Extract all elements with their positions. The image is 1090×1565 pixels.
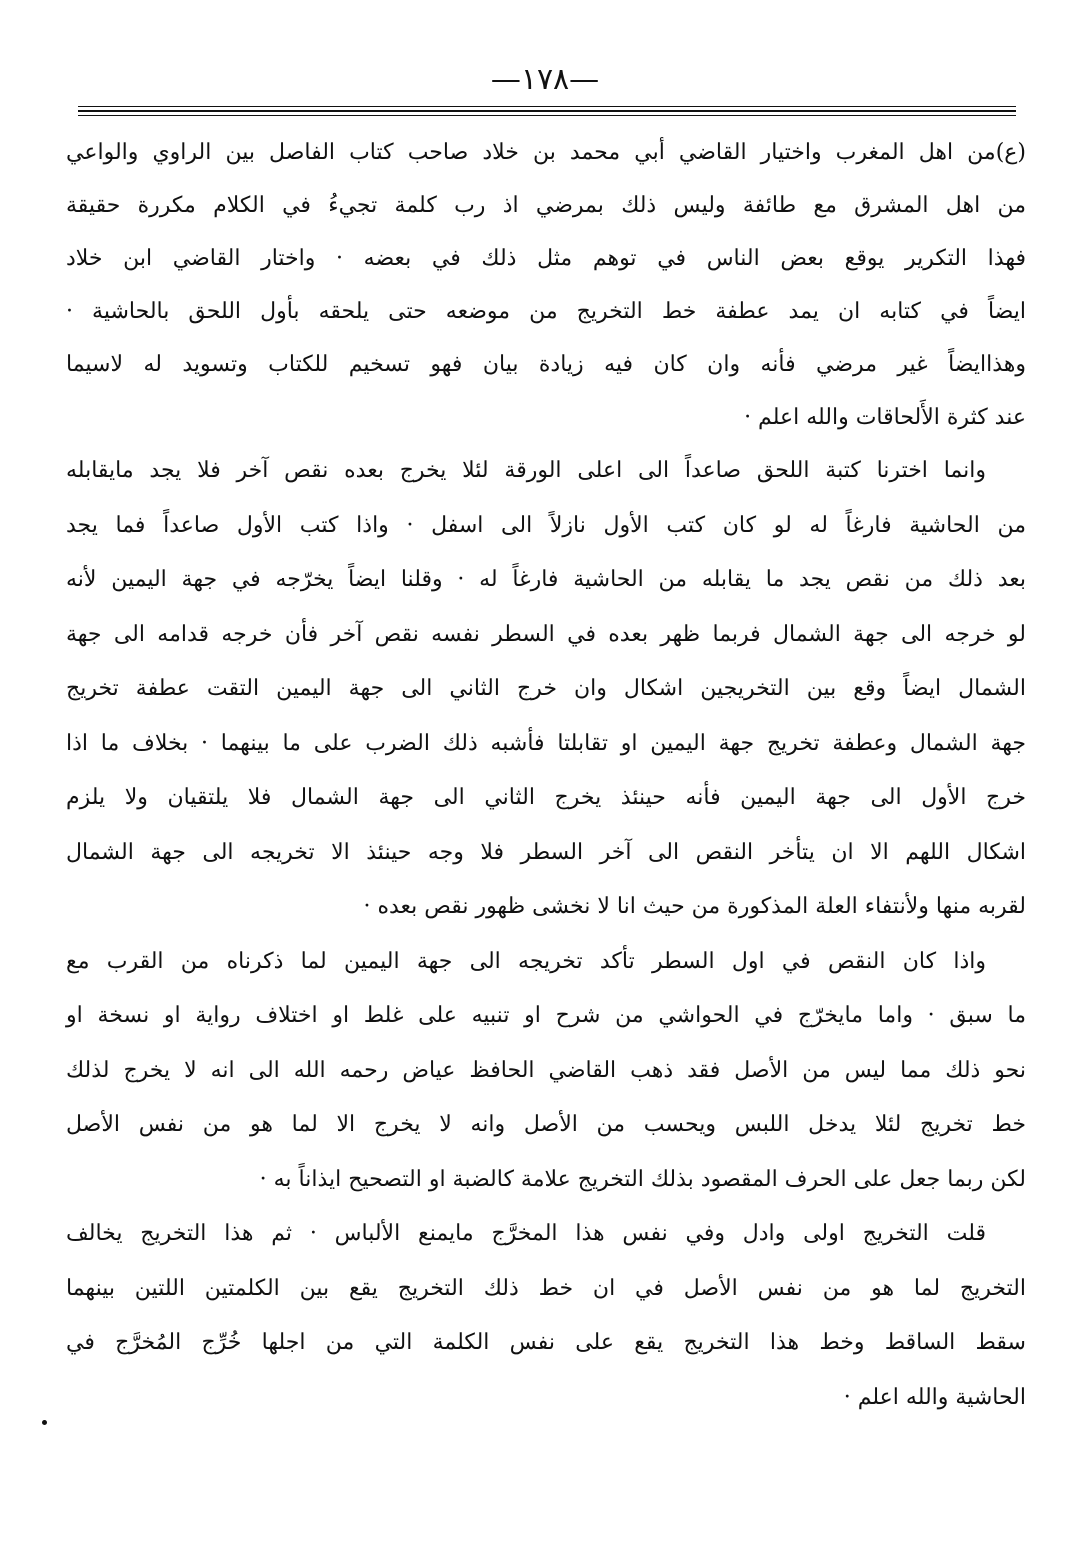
ink-speck xyxy=(42,1420,47,1425)
text-line: نحو ذلك مما ليس من الأصل فقد ذهب القاضي الحافظ عياض رحمه الله الى انه لا يخرج لذلك xyxy=(66,1057,1026,1083)
text-line: سقط الساقط وخط هذا التخريج يقع على نفس الكلمة التي من اجلها خُرِّج المُخرَّج في xyxy=(66,1330,1026,1355)
text-line: لكن ربما جعل على الحرف المقصود بذلك التخريج علامة كالضبة او التصحيح ايذاناً به · xyxy=(259,1166,1026,1192)
paragraph xyxy=(66,935,1026,1208)
text-line: ايضاً في كتابه ان يمد عطفة خط التخريج من موضعه حتى يلحقه بأول اللحق بالحاشية · xyxy=(66,299,1027,324)
page-number: —١٧٨— xyxy=(490,62,600,97)
text-line: من اهل المشرق مع طائفة وليس ذلك بمرضي اذ رب كلمة تجيءُ في الكلام مكررة حقيقة xyxy=(66,193,1027,218)
header-rule-thick xyxy=(78,110,1016,112)
text-line: خط تخريج لئلا يدخل اللبس ويحسب من الأصل وانه لا يخرج الا لما هو من نفس الأصل xyxy=(66,1112,1026,1137)
text-line: التخريج لما هو من نفس الأصل في ان خط ذلك التخريج يقع بين الكلمتين اللتين بينهما xyxy=(66,1275,1026,1301)
text-line: لو خرجه الى جهة الشمال فربما ظهر بعده في السطر نفسه نقص آخر فأن خرجه قدامه الى جهة xyxy=(66,621,1026,647)
text-line: عند كثرة الأَلحاقات والله اعلم · xyxy=(744,405,1026,430)
text-line: فهذا التكرير يوقع بعض الناس في توهم مثل ذلك في بعضه · واختار القاضي ابن خلاد xyxy=(66,246,1026,271)
text-line: وهذاايضاً غير مرضي فأنه وان كان فيه زيادة بيان فهو تسخيم للكتاب وتسويد له لاسيما xyxy=(66,352,1026,377)
text-line: الحاشية والله اعلم · xyxy=(843,1384,1026,1410)
text-line: خرج الأول الى جهة اليمين فأنه حينئذ يخرج الثاني الى جهة الشمال فلا يلتقيان ولا يلزم xyxy=(66,785,1026,810)
text-line: لقربه منها ولأنتفاء العلة المذكورة من حيث انا لا نخشى ظهور نقص بعده · xyxy=(363,894,1026,919)
body-text xyxy=(66,126,1026,1425)
header-rule xyxy=(78,106,1016,107)
text-line: وانما اخترنا كتبة اللحق صاعداً الى اعلى الورقة لئلا يخرج بعده نقص آخر فلا يجد مايقابله xyxy=(66,458,986,483)
text-line: الشمال ايضاً وقع بين التخريجين اشكال وان خرج الثاني الى جهة اليمين التقت عطفة تخريج xyxy=(66,676,1026,701)
paragraph xyxy=(66,1207,1026,1425)
text-line: بعد ذلك من نقص يجد ما يقابله من الحاشية فارغاً له · وقلنا ايضاً يخرّجه في جهة اليمين لأنه xyxy=(66,567,1026,592)
header-rule-bottom xyxy=(78,115,1016,116)
paragraph xyxy=(66,126,1026,444)
text-line: ما سبق · واما مايخرّج في الحواشي من شرح او تنبيه على غلط او اختلاف رواية او نسخة او xyxy=(66,1003,1026,1028)
text-line: من الحاشية فارغاً له لو كان كتب الأول نازلاً الى اسفل · واذا كتب الأول صاعداً فما يجد xyxy=(66,512,1026,538)
text-line: جهة الشمال وعطفة تخريج جهة اليمين او تقابلتا فأشبه ذلك الضرب على ما بينهما · بخلاف ما اذا xyxy=(66,730,1026,756)
text-line: واذا كان النقص في اول السطر تأكد تخريجه الى جهة اليمين لما ذكرناه من القرب مع xyxy=(66,948,986,974)
text-line: اشكال اللهم الا ان يتأخر النقص الى آخر السطر فلا وجه حينئذ الا تخريجه الى جهة الشمال xyxy=(66,839,1026,865)
text-line: (ع)من اهل المغرب واختيار القاضي أبي محمد بن خلاد صاحب كتاب الفاصل بين الراوي والواعي xyxy=(66,140,1026,165)
text-line: قلت التخريج اولى وادل وفي نفس هذا المخرَّج مايمنع الألباس · ثم هذا التخريج يخالف xyxy=(66,1221,986,1246)
paragraph xyxy=(66,444,1026,935)
